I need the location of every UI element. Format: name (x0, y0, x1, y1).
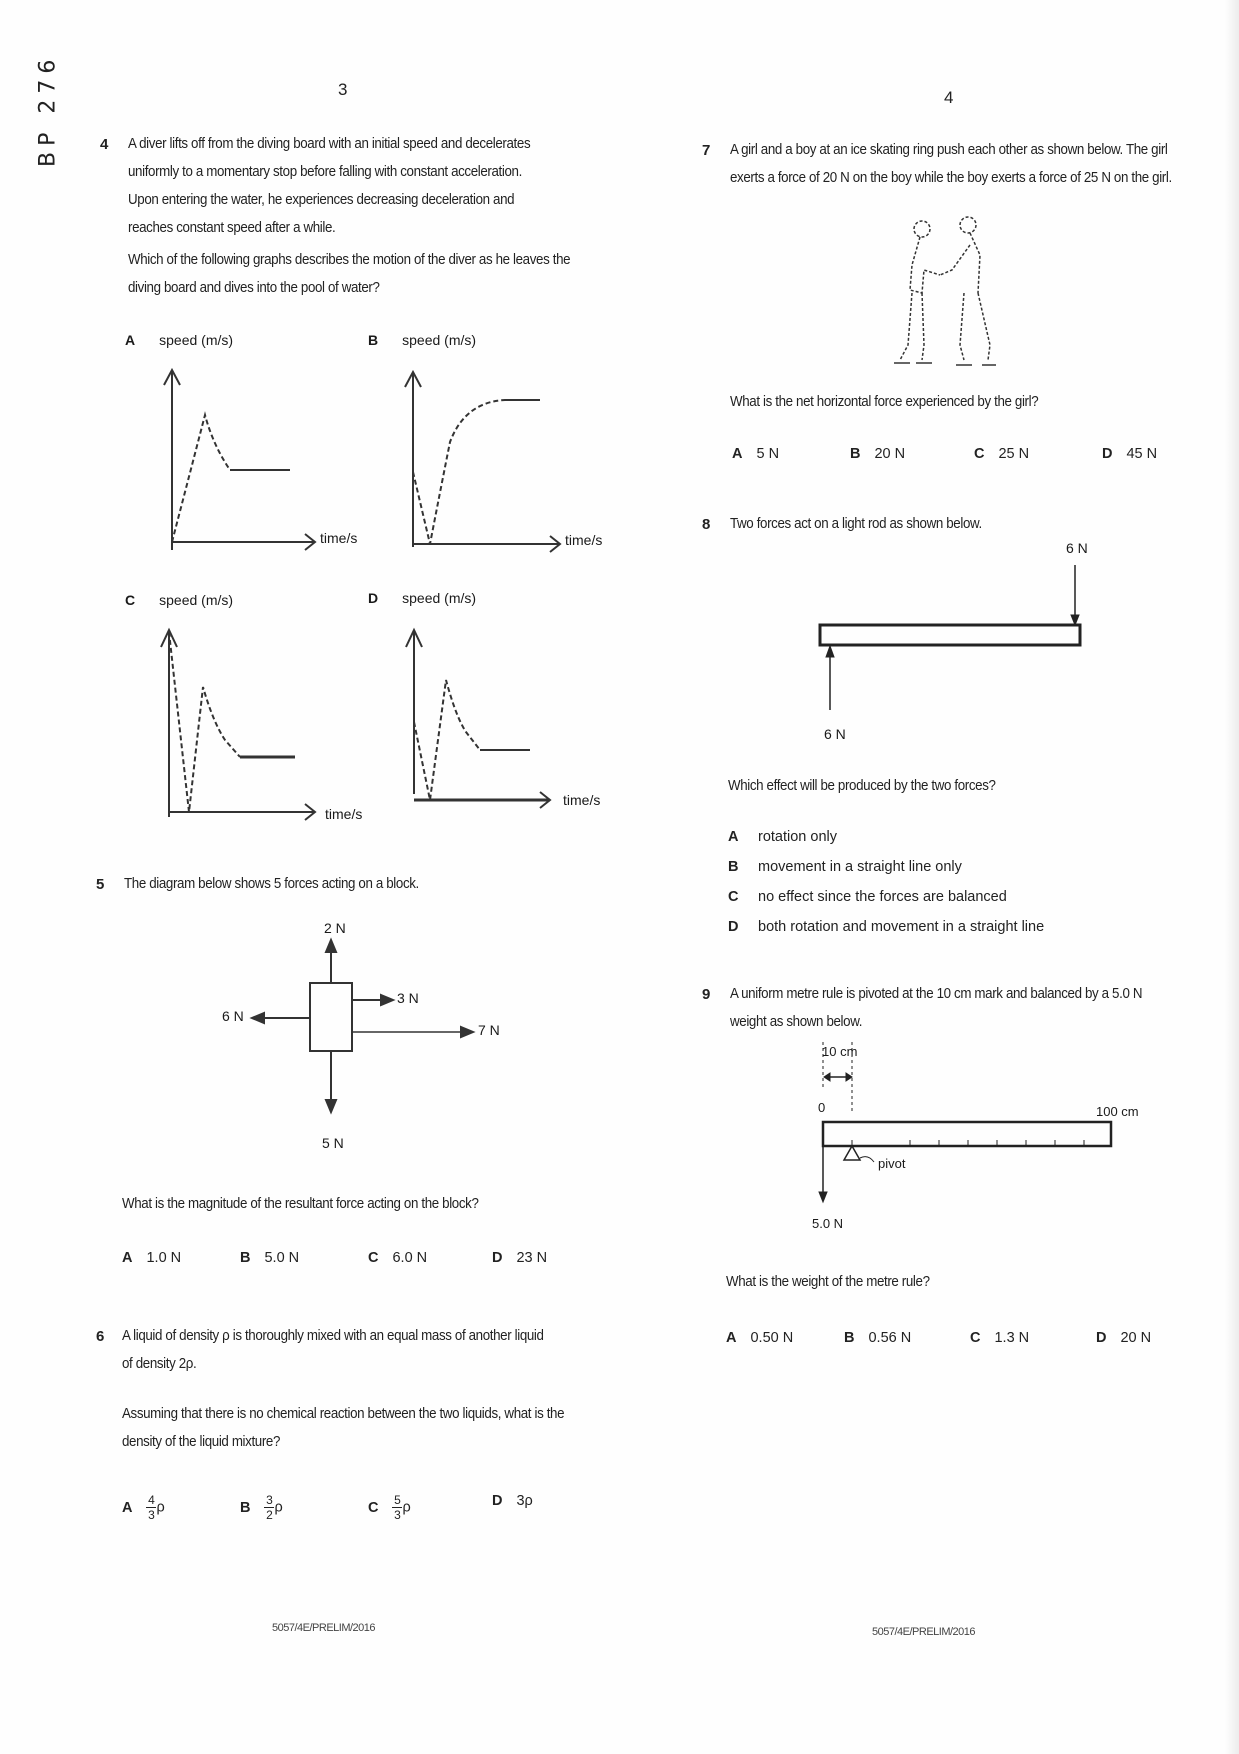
option-a[interactable] (122, 1494, 240, 1521)
option-letter: C (728, 889, 739, 905)
option-a[interactable] (726, 1330, 844, 1346)
option-letter: B (850, 446, 861, 462)
denominator: 3 (394, 1508, 401, 1522)
option-a[interactable] (122, 1250, 240, 1266)
question-6-prompt: Assuming that there is no chemical reaction between the two liquids, what is the density of the liquid mixture? (122, 1406, 565, 1450)
question-8-prompt: Which effect will be produced by the two forces? (728, 778, 996, 794)
question-8-text: Two forces act on a light rod as shown below. (730, 516, 982, 532)
option-letter: A (122, 1499, 133, 1516)
graph-d-letter: D (368, 590, 379, 606)
option-c[interactable] (368, 1250, 492, 1266)
option-text: 20 N (874, 446, 906, 462)
question-7-options (732, 446, 1172, 462)
option-letter: B (240, 1499, 251, 1516)
graph-d-curve (414, 680, 480, 800)
option-letter: A (732, 446, 743, 462)
option-text: 0.50 N (750, 1330, 794, 1346)
numerator: 4 (148, 1493, 155, 1507)
question-6-options (122, 1494, 552, 1521)
force-label-down: 5 N (322, 1135, 344, 1151)
option-text: 0.56 N (868, 1330, 912, 1346)
label-10cm: 10 cm (822, 1044, 858, 1059)
option-b[interactable] (850, 446, 974, 462)
option-c[interactable] (970, 1330, 1096, 1346)
option-text: 1.0 N (146, 1250, 182, 1266)
option-text: 20 N (1120, 1330, 1152, 1346)
option-b[interactable] (844, 1330, 970, 1346)
question-5-text: The diagram below shows 5 forces acting on a block. (124, 876, 419, 892)
graph-c (125, 592, 233, 608)
option-d[interactable] (492, 1480, 533, 1521)
force-block-diagram (200, 920, 500, 1150)
option-letter: D (1102, 446, 1113, 462)
option-a[interactable] (728, 822, 1044, 852)
question-9-text: A uniform metre rule is pivoted at the 10 cm mark and balanced by a 5.0 N weight as shown below. (730, 986, 1143, 1030)
option-letter: D (728, 919, 739, 935)
force-label-right-top: 3 N (397, 990, 419, 1006)
question-7-number: 7 (702, 142, 711, 159)
graph-d (368, 590, 476, 606)
boy-body (940, 233, 980, 293)
option-text: rotation only (758, 829, 837, 845)
metre-rule-diagram (790, 1030, 1150, 1230)
graph-b-ylabel: speed (m/s) (402, 332, 477, 348)
question-7-prompt: What is the net horizontal force experienced by the girl? (730, 394, 1039, 410)
graph-c-curve (169, 632, 240, 812)
option-b[interactable] (728, 852, 1044, 882)
label-pivot: pivot (878, 1156, 906, 1171)
rod-diagram (810, 560, 1100, 740)
graph-a-letter: A (125, 332, 136, 348)
option-d[interactable] (728, 912, 1044, 942)
option-letter: C (368, 1250, 379, 1266)
question-6-text: A liquid of density ρ is thoroughly mixed with an equal mass of another liquid of density 2ρ. (122, 1328, 544, 1372)
question-4-text: A diver lifts off from the diving board with an initial speed and decelerates uniformly to a momentary stop before falling with constant acceleration. Upon entering the water, he experiences decreasing deceleration and reaches constant speed after a while. (128, 136, 531, 236)
option-b[interactable] (240, 1494, 368, 1521)
question-9-prompt: What is the weight of the metre rule? (726, 1274, 930, 1290)
denominator: 3 (148, 1508, 155, 1522)
option-letter: A (122, 1250, 133, 1266)
graph-d-xlabel: time/s (563, 792, 601, 808)
denominator: 2 (266, 1508, 273, 1522)
option-text: both rotation and movement in a straight line (758, 919, 1045, 935)
fraction (264, 1494, 274, 1521)
option-letter: B (240, 1250, 251, 1266)
option-text: 5 N (756, 446, 780, 462)
question-5-options (122, 1250, 582, 1266)
option-a[interactable] (732, 446, 850, 462)
graph-b-letter: B (368, 332, 379, 348)
option-text: 1.3 N (994, 1330, 1030, 1346)
footer-left: 5057/4E/PRELIM/2016 (272, 1622, 376, 1634)
graph-c-xlabel: time/s (325, 806, 363, 822)
force-label-bottom: 6 N (824, 726, 846, 742)
boy-head (960, 217, 976, 233)
graph-a-curve (172, 415, 290, 542)
numerator: 5 (394, 1493, 401, 1507)
graph-b-xlabel: time/s (565, 532, 603, 548)
option-b[interactable] (240, 1250, 368, 1266)
question-8-options (728, 822, 1044, 942)
paper-code: BP 276 (35, 53, 61, 167)
option-letter: C (368, 1499, 379, 1516)
boy-legs (960, 293, 990, 360)
option-letter: A (728, 829, 739, 845)
graph-a-ylabel: speed (m/s) (159, 332, 234, 348)
option-text: no effect since the forces are balanced (758, 889, 1007, 905)
numerator: 3 (266, 1493, 273, 1507)
graph-a-xlabel: time/s (320, 530, 358, 546)
girl-body (910, 237, 940, 293)
scan-edge-shadow (1225, 0, 1239, 1754)
density-symbol: ρ (274, 1499, 283, 1516)
option-d[interactable] (492, 1250, 547, 1266)
fraction (392, 1494, 402, 1521)
skates (894, 363, 996, 365)
label-weight: 5.0 N (812, 1216, 844, 1231)
graph-c-letter: C (125, 592, 136, 608)
footer-right: 5057/4E/PRELIM/2016 (872, 1626, 976, 1638)
fraction (146, 1494, 156, 1521)
page-number-right: 4 (944, 88, 954, 107)
label-100cm: 100 cm (1096, 1104, 1139, 1119)
label-zero: 0 (818, 1100, 826, 1115)
question-7-text: A girl and a boy at an ice skating ring push each other as shown below. The girl exerts a force of 20 N on the boy while the boy exerts a force of 25 N on the girl. (730, 142, 1172, 186)
option-letter: D (492, 1492, 503, 1509)
option-text: movement in a straight line only (758, 859, 962, 875)
option-letter: B (728, 859, 739, 875)
graph-a (125, 332, 233, 348)
pivot-leader (860, 1157, 874, 1162)
density-symbol: ρ (156, 1499, 165, 1516)
question-8-number: 8 (702, 516, 711, 533)
option-c[interactable] (974, 446, 1102, 462)
skaters-illustration (890, 215, 1010, 375)
option-text: 6.0 N (392, 1250, 428, 1266)
girl-legs (900, 293, 924, 360)
graph-c-plot (155, 622, 375, 822)
question-4-prompt: Which of the following graphs describes the motion of the diver as he leaves the diving board and dives into the pool of water? (128, 252, 571, 296)
option-text: 3ρ (516, 1492, 533, 1509)
option-text: 25 N (998, 446, 1030, 462)
question-9-number: 9 (702, 986, 711, 1003)
density-symbol: ρ (402, 1499, 411, 1516)
option-text: 5.0 N (264, 1250, 300, 1266)
option-d[interactable] (1102, 446, 1157, 462)
option-letter: C (974, 446, 985, 462)
option-letter: B (844, 1330, 855, 1346)
option-letter: C (970, 1330, 981, 1346)
graph-b (368, 332, 476, 348)
option-letter: D (1096, 1330, 1107, 1346)
girl-head (914, 221, 930, 237)
graph-b-curve (413, 400, 540, 544)
option-text: 23 N (516, 1250, 548, 1266)
block (310, 983, 352, 1051)
force-label-top: 6 N (1066, 540, 1088, 556)
metre-rule (823, 1122, 1111, 1146)
option-letter: D (492, 1250, 503, 1266)
question-5-number: 5 (96, 876, 105, 893)
option-letter: A (726, 1330, 737, 1346)
option-text: 45 N (1126, 446, 1158, 462)
force-label-right-bottom: 7 N (478, 1022, 500, 1038)
force-label-up: 2 N (324, 920, 346, 936)
graph-d-ylabel: speed (m/s) (402, 590, 477, 606)
option-c[interactable] (368, 1494, 492, 1521)
page-number-left: 3 (338, 80, 348, 99)
light-rod (820, 625, 1080, 645)
option-d[interactable] (1096, 1330, 1151, 1346)
option-c[interactable] (728, 882, 1044, 912)
pivot-icon (844, 1146, 860, 1160)
graph-c-ylabel: speed (m/s) (159, 592, 234, 608)
force-label-left: 6 N (222, 1008, 244, 1024)
question-4-number: 4 (100, 136, 109, 153)
question-6-number: 6 (96, 1328, 105, 1345)
question-5-prompt: What is the magnitude of the resultant force acting on the block? (122, 1196, 479, 1212)
question-9-options (726, 1330, 1166, 1346)
